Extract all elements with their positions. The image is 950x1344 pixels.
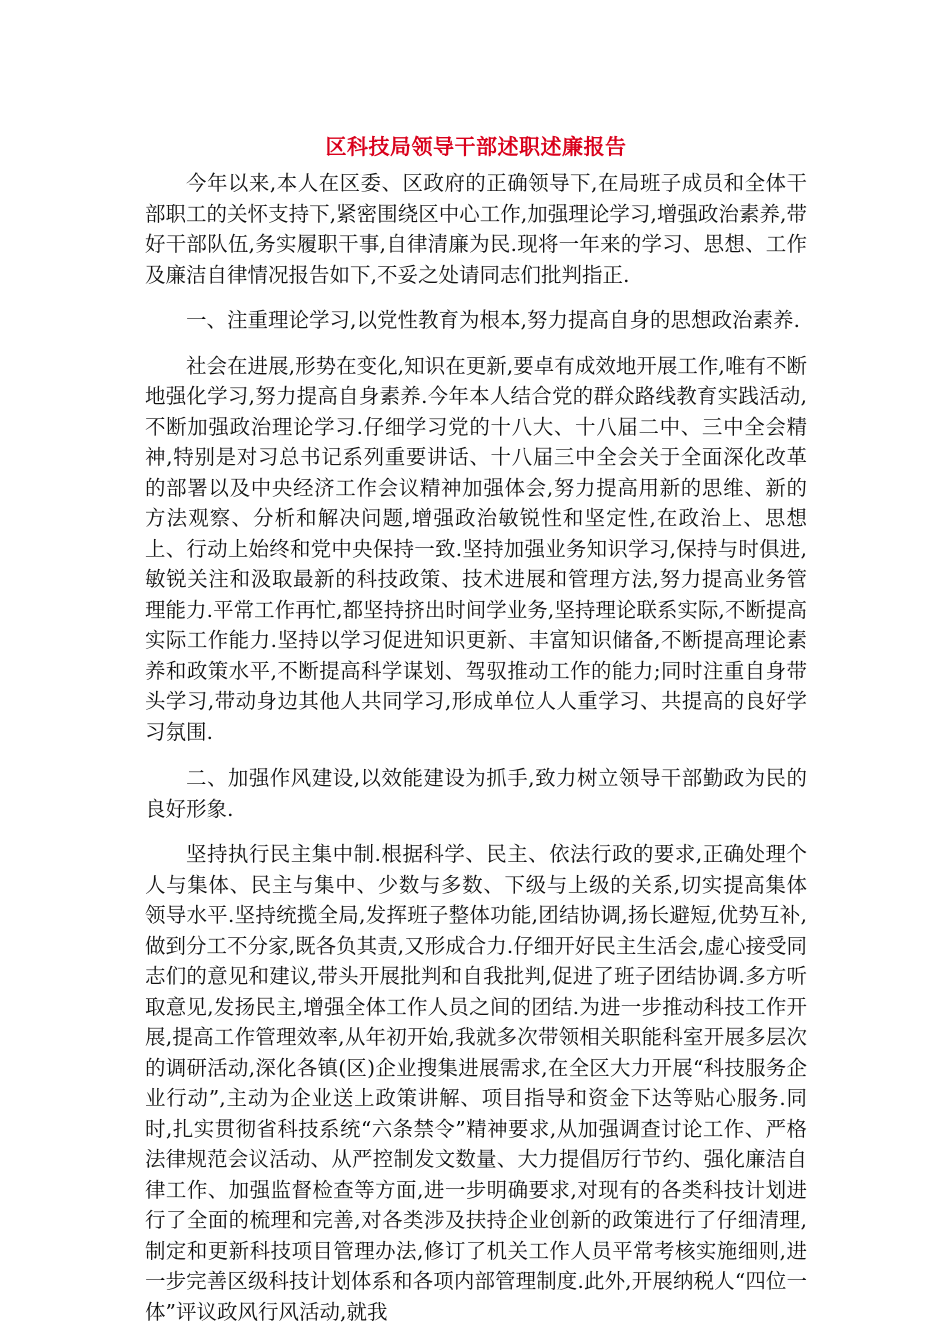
document-page [145, 128, 807, 1343]
section-heading-2: 二、加强作风建设,以效能建设为抓手,致力树立领导干部勤政为民的良好形象. [145, 766, 807, 821]
section-2-body: 坚持执行民主集中制.根据科学、民主、依法行政的要求,正确处理个人与集体、民主与集中、少数与多数、下级与上级的关系,切实提高集体领导水平.坚持统揽全局,发挥班子整体功能,团结协调,扬长避短,优势互补,做到分工不分家,既各负其责,又形成合力.仔细开好民主生活会,虚心接受同志们的意见和建议,带头开展批判和自我批判,促进了班子团结协调.多方听取意见,发扬民主,增强全体工作人员之间的团结.为进一步推动科技工作开展,提高工作管理效率,从年初开始,我就多次带领相关职能科室开展多层次的调研活动,深化各镇(区)企业搜集进展需求,在全区大力开展“科技服务企业行动”,主动为企业送上政策讲解、项目指导和资金下达等贴心服务.同时,扎实贯彻省科技系统“六条禁令”精神要求,从加强调查讨论工作、严格法律规范会议活动、从严控制发文数量、大力提倡厉行节约、强化廉洁自律工作、加强监督检查等方面,进一步明确要求,对现有的各类科技计划进行了全面的梳理和完善,对各类涉及扶持企业创新的政策进行了仔细清理,制定和更新科技项目管理办法,修订了机关工作人员平常考核实施细则,进一步完善区级科技计划体系和各项内部管理制度.此外,开展纳税人“四位一体”评议政风行风活动,就我 [145, 842, 807, 1324]
section-1-body: 社会在进展,形势在变化,知识在更新,要卓有成效地开展工作,唯有不断地强化学习,努力提高自身素养.今年本人结合党的群众路线教育实践活动,不断加强政治理论学习.仔细学习党的十八大、十八届二中、三中全会精神,特别是对习总书记系列重要讲话、十八届三中全会关于全面深化改革的部署以及中央经济工作会议精神加强体会,努力提高用新的思维、新的方法观察、分析和解决问题,增强政治敏锐性和坚定性,在政治上、思想上、行动上始终和党中央保持一致.坚持加强业务知识学习,保持与时俱进,敏锐关注和汲取最新的科技政策、技术进展和管理方法,努力提高业务管理能力.平常工作再忙,都坚持挤出时间学业务,坚持理论联系实际,不断提高实际工作能力.坚持以学习促进知识更新、丰富知识储备,不断提高理论素养和政策水平,不断提高科学谋划、驾驭推动工作的能力;同时注重自身带头学习,带动身边其他人共同学习,形成单位人人重学习、共提高的良好学习氛围. [145, 353, 807, 744]
section-heading-1: 一、注重理论学习,以党性教育为根本,努力提高自身的思想政治素养. [186, 308, 801, 332]
document-title: 区科技局领导干部述职述廉报告 [325, 134, 627, 159]
intro-paragraph: 今年以来,本人在区委、区政府的正确领导下,在局班子成员和全体干部职工的关怀支持下,紧密围绕区中心工作,加强理论学习,增强政治素养,带好干部队伍,务实履职干事,自律清廉为民.现将一年来的学习、思想、工作及廉洁自律情况报告如下,不妥之处请同志们批判指正. [145, 171, 807, 287]
